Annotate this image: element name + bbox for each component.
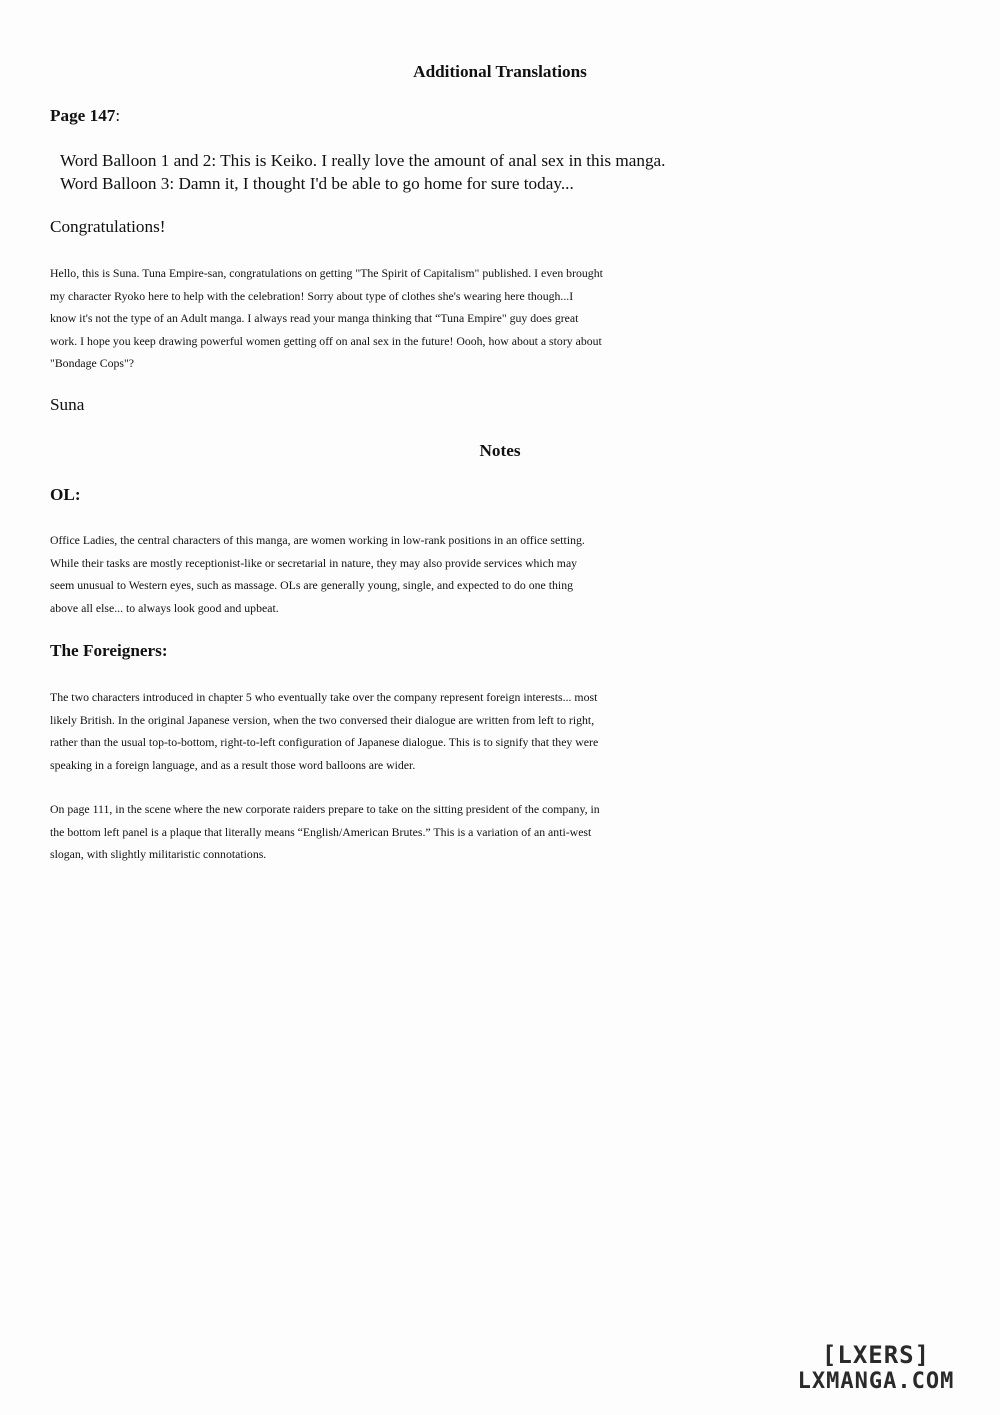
foreigners-line: The two characters introduced in chapter 5 who eventually take over the company represent foreign interests... most <box>50 690 598 704</box>
letter-line: Hello, this is Suna. Tuna Empire-san, congratulations on getting "The Spirit of Capitalism" published. I even brought <box>50 266 603 280</box>
site-watermark <box>796 1341 956 1395</box>
foreigners-line: slogan, with slightly militaristic connotations. <box>50 847 267 861</box>
page-reference-label: Page 147 <box>50 106 116 125</box>
letter-paragraph <box>50 262 940 375</box>
word-balloon-translations <box>50 150 950 195</box>
foreigners-paragraph-2 <box>50 798 940 866</box>
ol-paragraph <box>50 529 940 619</box>
signature: Suna <box>50 395 85 414</box>
letter-line: my character Ryoko here to help with the celebration! Sorry about type of clothes she's wearing here though...I <box>50 288 574 303</box>
watermark-site-name: LXMANGA.COM <box>797 1369 955 1394</box>
foreigners-line: the bottom left panel is a plaque that literally means “English/American Brutes.” This is a variation of an anti-west <box>50 824 592 839</box>
ol-line: above all else... to always look good and upbeat. <box>50 600 279 615</box>
ol-line: seem unusual to Western eyes, such as massage. OLs are generally young, single, and expected to do one thing <box>50 578 573 592</box>
page-title: Additional Translations <box>413 62 587 81</box>
letter-line: "Bondage Cops"? <box>50 356 135 370</box>
notes-title: Notes <box>479 441 521 460</box>
page-reference-colon: : <box>115 106 121 125</box>
foreigners-line: speaking in a foreign language, and as a result those word balloons are wider. <box>50 757 416 772</box>
watermark-group-name: [LXERS] <box>821 1341 931 1369</box>
foreigners-line: On page 111, in the scene where the new corporate raiders prepare to take on the sitting president of the company, in <box>50 802 600 816</box>
foreigners-heading: The Foreigners: <box>50 641 168 660</box>
letter-line: work. I hope you keep drawing powerful women getting off on anal sex in the future! Oooh, how about a story about <box>50 333 602 348</box>
word-balloon-line: Word Balloon 1 and 2: This is Keiko. I really love the amount of anal sex in this manga. <box>60 151 666 170</box>
ol-line: While their tasks are mostly receptionist-like or secretarial in nature, they may also provide services which may <box>50 555 578 570</box>
congratulations-heading: Congratulations! <box>50 217 166 236</box>
foreigners-line: rather than the usual top-to-bottom, right-to-left configuration of Japanese dialogue. This is to signify that they were <box>50 735 599 749</box>
word-balloon-line: Word Balloon 3: Damn it, I thought I'd be able to go home for sure today... <box>60 173 574 193</box>
page-reference <box>50 105 120 127</box>
ol-heading: OL: <box>50 485 81 504</box>
letter-line: know it's not the type of an Adult manga. I always read your manga thinking that “Tuna Empire" guy does great <box>50 311 579 325</box>
foreigners-paragraph-1 <box>50 686 940 776</box>
foreigners-line: likely British. In the original Japanese version, when the two conversed their dialogue are written from left to right, <box>50 712 595 727</box>
ol-line: Office Ladies, the central characters of this manga, are women working in low-rank positions in an office setting. <box>50 533 585 547</box>
